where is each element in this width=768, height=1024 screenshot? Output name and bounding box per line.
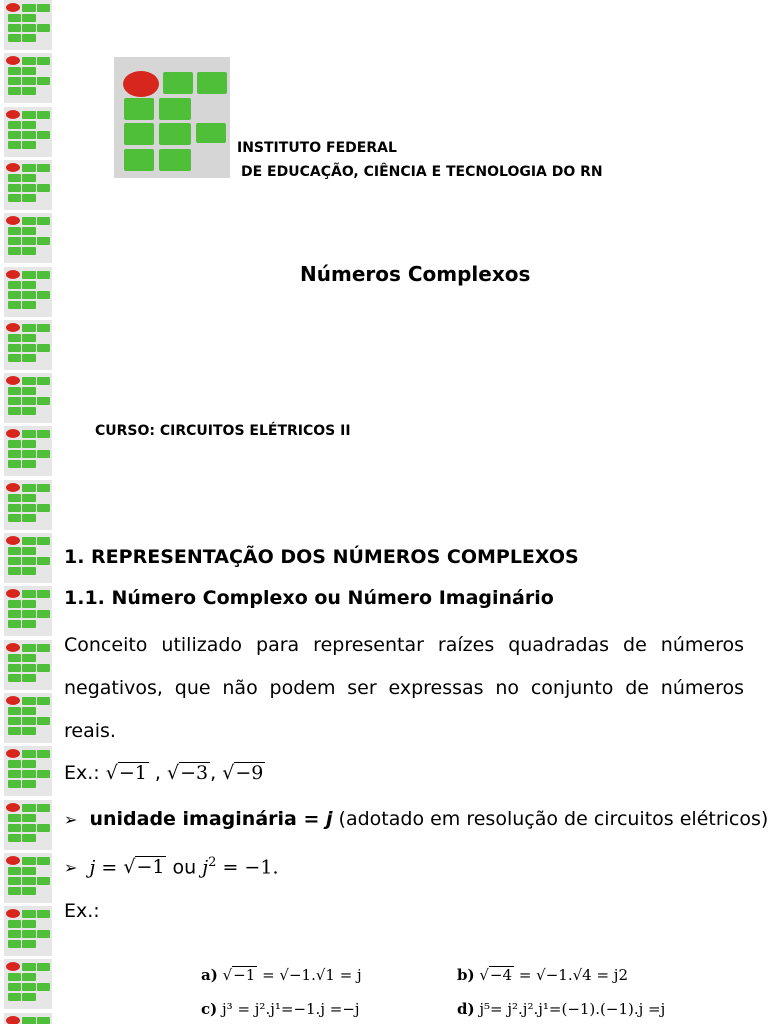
logo-square <box>124 149 154 171</box>
mini-logo-square <box>8 87 21 95</box>
mini-logo-square <box>22 14 36 22</box>
equation-label: b) <box>457 966 475 984</box>
mini-logo-square <box>22 877 36 885</box>
mini-logo-square <box>8 514 21 522</box>
mini-logo-square <box>8 237 21 245</box>
mini-logo-square <box>8 334 21 342</box>
mini-logo-square <box>22 450 36 458</box>
mini-logo-square <box>22 834 36 842</box>
equation-label: a) <box>201 966 218 984</box>
sqrt-expression: √−9 <box>222 762 264 784</box>
mini-logo <box>4 693 52 743</box>
mini-logo-square <box>37 664 50 672</box>
mini-logo-square <box>37 804 50 812</box>
mini-logo-square <box>8 460 21 468</box>
mini-logo-square <box>22 334 36 342</box>
mini-logo <box>4 480 52 530</box>
mini-logo-square <box>22 983 36 991</box>
mini-logo-square <box>22 494 36 502</box>
mini-logo-square <box>37 983 50 991</box>
exponent: 2 <box>208 855 217 870</box>
mini-logo-square <box>22 557 36 565</box>
or-word: ou <box>172 856 197 879</box>
mini-logo-square <box>8 770 21 778</box>
mini-logo-square <box>22 164 36 172</box>
mini-logo <box>4 426 52 476</box>
mini-logo-square <box>22 354 36 362</box>
mini-logo <box>4 640 52 690</box>
mini-logo-dot <box>6 110 20 119</box>
mini-logo-square <box>22 430 36 438</box>
mini-logo-square <box>37 857 50 865</box>
mini-logo <box>4 320 52 370</box>
mini-logo-square <box>37 963 50 971</box>
mini-logo-square <box>8 557 21 565</box>
mini-logo-dot <box>6 749 20 758</box>
logo-red-dot <box>123 71 159 97</box>
mini-logo-square <box>22 24 36 32</box>
mini-logo-square <box>8 674 21 682</box>
mini-logo-dot <box>6 643 20 652</box>
logo-strip <box>0 0 54 1024</box>
j-symbol: j <box>89 856 96 879</box>
mini-logo-square <box>8 877 21 885</box>
logo-square <box>124 123 154 145</box>
mini-logo <box>4 160 52 210</box>
mini-logo-dot <box>6 803 20 812</box>
mini-logo-square <box>8 77 21 85</box>
mini-logo-square <box>22 174 36 182</box>
mini-logo-square <box>37 484 50 492</box>
mini-logo-dot <box>6 909 20 918</box>
imaginary-unit-label: unidade imaginária = <box>89 808 326 830</box>
mini-logo-square <box>8 834 21 842</box>
mini-logo-square <box>22 77 36 85</box>
mini-logo-square <box>22 504 36 512</box>
mini-logo-dot <box>6 163 20 172</box>
mini-logo-square <box>22 4 36 12</box>
mini-logo-square <box>8 920 21 928</box>
equation-d <box>457 1000 665 1018</box>
mini-logo-square <box>8 993 21 1001</box>
mini-logo <box>4 959 52 1009</box>
mini-logo-square <box>8 547 21 555</box>
mini-logo-dot <box>6 696 20 705</box>
mini-logo-dot <box>6 856 20 865</box>
mini-logo-square <box>8 867 21 875</box>
mini-logo-square <box>8 184 21 192</box>
equation-c <box>201 1000 360 1018</box>
mini-logo-square <box>8 397 21 405</box>
mini-logo-square <box>22 227 36 235</box>
sqrt-expression: √−3 <box>167 762 209 784</box>
mini-logo-square <box>22 824 36 832</box>
mini-logo-square <box>22 34 36 42</box>
mini-logo-dot <box>6 1016 20 1024</box>
mini-logo-square <box>8 174 21 182</box>
equation-label: c) <box>201 1000 218 1018</box>
institute-logo <box>114 57 230 178</box>
mini-logo-square <box>8 600 21 608</box>
mini-logo-square <box>8 227 21 235</box>
mini-logo-square <box>22 87 36 95</box>
mini-logo-square <box>22 814 36 822</box>
mini-logo-square <box>22 407 36 415</box>
radicand: −4 <box>489 966 513 984</box>
mini-logo <box>4 906 52 956</box>
mini-logo <box>4 586 52 636</box>
equation-label: d) <box>457 1000 475 1018</box>
equation-expr: j³ = j².j¹=−1.j =−j <box>222 1000 360 1018</box>
mini-logo-square <box>37 377 50 385</box>
logo-square <box>196 123 226 143</box>
mini-logo-square <box>37 537 50 545</box>
mini-logo-square <box>37 24 50 32</box>
mini-logo-square <box>22 194 36 202</box>
mini-logo-square <box>22 460 36 468</box>
mini-logo-square <box>22 857 36 865</box>
mini-logo-square <box>22 1017 36 1024</box>
mini-logo-square <box>8 141 21 149</box>
mini-logo-square <box>22 780 36 788</box>
mini-logo-square <box>37 217 50 225</box>
mini-logo <box>4 533 52 583</box>
mini-logo-square <box>8 24 21 32</box>
mini-logo-square <box>22 247 36 255</box>
mini-logo <box>4 1013 52 1024</box>
mini-logo-square <box>22 141 36 149</box>
mini-logo-dot <box>6 323 20 332</box>
mini-logo-square <box>22 674 36 682</box>
mini-logo-square <box>22 707 36 715</box>
mini-logo-square <box>22 537 36 545</box>
mini-logo-square <box>22 217 36 225</box>
equation-rhs: = −1. <box>216 856 279 879</box>
mini-logo-square <box>22 973 36 981</box>
mini-logo-square <box>37 271 50 279</box>
sqrt-expression: √−1 <box>123 856 165 879</box>
mini-logo-square <box>22 620 36 628</box>
mini-logo-dot <box>6 483 20 492</box>
mini-logo-square <box>37 430 50 438</box>
mini-logo-square <box>22 610 36 618</box>
mini-logo-square <box>22 930 36 938</box>
mini-logo-square <box>8 354 21 362</box>
mini-logo-square <box>22 920 36 928</box>
mini-logo-square <box>8 131 21 139</box>
mini-logo-square <box>37 770 50 778</box>
mini-logo-dot <box>6 3 20 12</box>
mini-logo-square <box>22 121 36 129</box>
imaginary-unit-symbol: j <box>326 808 333 830</box>
mini-logo-square <box>8 344 21 352</box>
mini-logo-square <box>8 567 21 575</box>
mini-logo-dot <box>6 216 20 225</box>
logo-square <box>159 123 191 145</box>
mini-logo-square <box>8 940 21 948</box>
mini-logo-square <box>8 760 21 768</box>
mini-logo-square <box>37 4 50 12</box>
example-1-prefix: Ex.: <box>64 762 100 784</box>
mini-logo-square <box>22 760 36 768</box>
arrow-bullet-icon: ➢ <box>64 810 78 829</box>
mini-logo-square <box>37 57 50 65</box>
mini-logo-square <box>37 397 50 405</box>
mini-logo-square <box>22 440 36 448</box>
mini-logo-square <box>8 291 21 299</box>
mini-logo-square <box>22 727 36 735</box>
mini-logo-square <box>22 514 36 522</box>
section-heading-1: 1. REPRESENTAÇÃO DOS NÚMEROS COMPLEXOS <box>64 546 579 568</box>
mini-logo-square <box>22 697 36 705</box>
mini-logo-square <box>22 887 36 895</box>
mini-logo-square <box>22 281 36 289</box>
mini-logo-square <box>8 717 21 725</box>
mini-logo-square <box>37 590 50 598</box>
mini-logo-square <box>8 440 21 448</box>
mini-logo-square <box>22 770 36 778</box>
mini-logo-dot <box>6 589 20 598</box>
mini-logo-dot <box>6 536 20 545</box>
mini-logo <box>4 107 52 157</box>
mini-logo-square <box>37 111 50 119</box>
mini-logo-square <box>37 610 50 618</box>
radicand: −1 <box>233 966 256 984</box>
j-symbol: j <box>202 856 209 879</box>
mini-logo-square <box>37 930 50 938</box>
mini-logo-dot <box>6 962 20 971</box>
arrow-bullet-icon: ➢ <box>64 858 78 878</box>
mini-logo-square <box>8 14 21 22</box>
mini-logo-square <box>8 407 21 415</box>
mini-logo-square <box>37 504 50 512</box>
mini-logo-square <box>22 397 36 405</box>
logo-square <box>124 98 154 120</box>
mini-logo-square <box>22 910 36 918</box>
mini-logo-square <box>22 717 36 725</box>
institute-name-line1: INSTITUTO FEDERAL <box>237 140 397 156</box>
mini-logo-square <box>22 67 36 75</box>
mini-logo-square <box>22 344 36 352</box>
mini-logo-square <box>37 750 50 758</box>
mini-logo-square <box>22 664 36 672</box>
mini-logo-square <box>8 620 21 628</box>
institute-name-line2: DE EDUCAÇÃO, CIÊNCIA E TECNOLOGIA DO RN <box>241 164 603 180</box>
equation-expr: = √−1.√1 = j <box>262 966 362 984</box>
mini-logo-square <box>22 237 36 245</box>
mini-logo-square <box>8 930 21 938</box>
mini-logo-square <box>8 973 21 981</box>
mini-logo-square <box>37 1017 50 1024</box>
sqrt-expression: √−1 <box>105 762 147 784</box>
mini-logo-square <box>22 567 36 575</box>
mini-logo-square <box>8 281 21 289</box>
mini-logo-square <box>37 237 50 245</box>
mini-logo <box>4 373 52 423</box>
mini-logo-square <box>22 301 36 309</box>
mini-logo-square <box>37 164 50 172</box>
equals-sign: = <box>95 856 124 879</box>
mini-logo-square <box>22 271 36 279</box>
mini-logo-square <box>8 121 21 129</box>
mini-logo <box>4 267 52 317</box>
mini-logo-square <box>8 887 21 895</box>
mini-logo-square <box>8 34 21 42</box>
document-title: Números Complexos <box>300 262 531 286</box>
mini-logo-dot <box>6 56 20 65</box>
mini-logo-square <box>37 824 50 832</box>
mini-logo-square <box>8 504 21 512</box>
section-heading-1-1: 1.1. Número Complexo ou Número Imaginário <box>64 587 554 609</box>
mini-logo-square <box>37 717 50 725</box>
mini-logo-square <box>22 600 36 608</box>
mini-logo-square <box>37 910 50 918</box>
mini-logo-square <box>8 780 21 788</box>
mini-logo-square <box>37 131 50 139</box>
mini-logo-dot <box>6 429 20 438</box>
mini-logo-square <box>37 450 50 458</box>
imaginary-unit-note: (adotado em resolução de circuitos elétricos) <box>332 808 768 830</box>
mini-logo-square <box>8 450 21 458</box>
mini-logo-square <box>8 654 21 662</box>
mini-logo-dot <box>6 270 20 279</box>
mini-logo-square <box>37 77 50 85</box>
mini-logo-square <box>22 644 36 652</box>
mini-logo-square <box>22 804 36 812</box>
equation-b: b) √−4 = √−1.√4 = j2 <box>457 966 629 984</box>
mini-logo-square <box>22 547 36 555</box>
mini-logo-square <box>37 877 50 885</box>
mini-logo-square <box>37 644 50 652</box>
mini-logo-square <box>22 654 36 662</box>
mini-logo-square <box>8 194 21 202</box>
mini-logo-square <box>22 387 36 395</box>
mini-logo-square <box>22 111 36 119</box>
mini-logo-square <box>37 557 50 565</box>
mini-logo-square <box>22 484 36 492</box>
mini-logo-square <box>22 993 36 1001</box>
mini-logo-square <box>8 247 21 255</box>
mini-logo-square <box>37 291 50 299</box>
mini-logo <box>4 853 52 903</box>
bullet-imaginary-unit <box>64 808 768 830</box>
mini-logo <box>4 800 52 850</box>
mini-logo-square <box>8 494 21 502</box>
mini-logo-square <box>22 963 36 971</box>
mini-logo-square <box>22 940 36 948</box>
bullet-j-definition <box>64 855 278 878</box>
mini-logo-square <box>8 387 21 395</box>
mini-logo-square <box>22 867 36 875</box>
mini-logo-square <box>22 291 36 299</box>
mini-logo-square <box>37 324 50 332</box>
mini-logo-square <box>8 67 21 75</box>
mini-logo-square <box>37 697 50 705</box>
mini-logo-square <box>22 57 36 65</box>
equation-a: a) √−1 = √−1.√1 = j <box>201 966 362 984</box>
mini-logo-square <box>22 750 36 758</box>
mini-logo-square <box>22 184 36 192</box>
mini-logo-square <box>8 814 21 822</box>
mini-logo-dot <box>6 376 20 385</box>
mini-logo-square <box>37 344 50 352</box>
logo-square <box>163 72 193 94</box>
mini-logo-square <box>37 184 50 192</box>
mini-logo-square <box>22 324 36 332</box>
mini-logo-square <box>8 301 21 309</box>
logo-square <box>159 149 191 171</box>
example-2-prefix: Ex.: <box>64 900 100 922</box>
course-name: CURSO: CIRCUITOS ELÉTRICOS II <box>95 423 351 439</box>
mini-logo-square <box>22 590 36 598</box>
mini-logo-square <box>8 707 21 715</box>
mini-logo-square <box>8 824 21 832</box>
concept-paragraph: Conceito utilizado para representar raízes quadradas de números negativos, que não podem ser expressas no conjunto de números reais. <box>64 634 744 742</box>
mini-logo <box>4 53 52 103</box>
mini-logo-square <box>22 131 36 139</box>
mini-logo-square <box>8 610 21 618</box>
mini-logo-square <box>8 664 21 672</box>
mini-logo <box>4 746 52 796</box>
example-1: Ex.: √−1 , √−3 , √−9 <box>64 762 264 784</box>
equation-expr: j⁵= j².j².j¹=(−1).(−1).j =j <box>479 1000 666 1018</box>
mini-logo-square <box>8 727 21 735</box>
equation-expr: = √−1.√4 = j2 <box>518 966 629 984</box>
mini-logo-square <box>8 983 21 991</box>
mini-logo-square <box>22 377 36 385</box>
logo-square <box>159 98 191 120</box>
logo-square <box>197 72 227 94</box>
mini-logo <box>4 213 52 263</box>
mini-logo <box>4 0 52 50</box>
